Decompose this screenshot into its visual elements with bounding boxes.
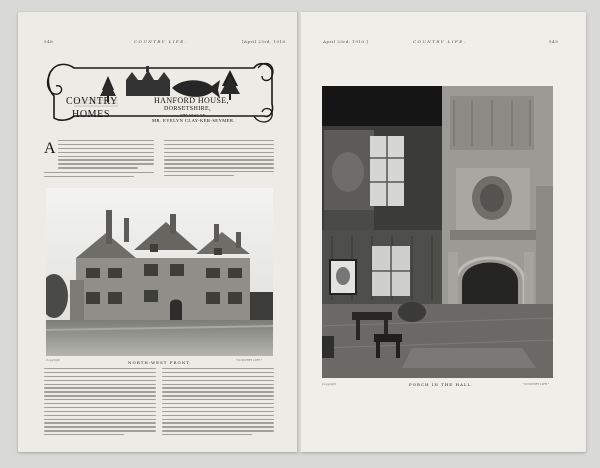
left-photo-credit-left: Copyright <box>46 358 61 362</box>
country-homes-masthead <box>44 56 276 126</box>
right-photo-credit-left: Copyright <box>322 382 337 386</box>
body-column-right <box>162 368 274 438</box>
left-date: [April 23rd, 1910. <box>242 39 288 44</box>
north-west-front-photo <box>46 188 273 356</box>
left-photo-credit-right: "COUNTRY LIFE." <box>236 358 263 362</box>
masthead-county: DORSETSHIRE, <box>164 106 211 112</box>
right-photo-caption: PORCH IN THE HALL. <box>409 382 474 387</box>
left-running-title: COUNTRY LIFE. <box>134 39 188 44</box>
masthead-seat-of: THE SEAT OF <box>180 113 206 117</box>
drop-cap: A <box>44 140 56 157</box>
right-photo-credit-right: "COUNTRY LIFE." <box>523 382 550 386</box>
masthead-house: HANFORD HOUSE, <box>154 96 229 105</box>
open-magazine <box>18 12 586 452</box>
masthead-section-line2: HOMES <box>72 109 111 120</box>
left-photo-caption: NORTH-WEST FRONT. <box>128 360 192 365</box>
intro-column-left-cont <box>44 172 154 180</box>
intro-column-left <box>58 140 154 171</box>
porch-in-the-hall-photo <box>322 86 553 378</box>
right-page <box>301 12 586 452</box>
right-date: April 23rd, 1910.] <box>323 39 369 44</box>
right-running-title: COUNTRY LIFE. <box>413 39 467 44</box>
left-folio: 548 <box>44 39 54 44</box>
left-page <box>18 12 298 452</box>
body-column-left <box>44 368 156 438</box>
masthead-owner: MR. EVELYN CLAY-KER-SEYMER. <box>152 118 235 123</box>
intro-column-right <box>164 140 274 179</box>
right-folio: 549 <box>549 39 559 44</box>
masthead-section-line1: COVNTRY <box>66 96 118 107</box>
